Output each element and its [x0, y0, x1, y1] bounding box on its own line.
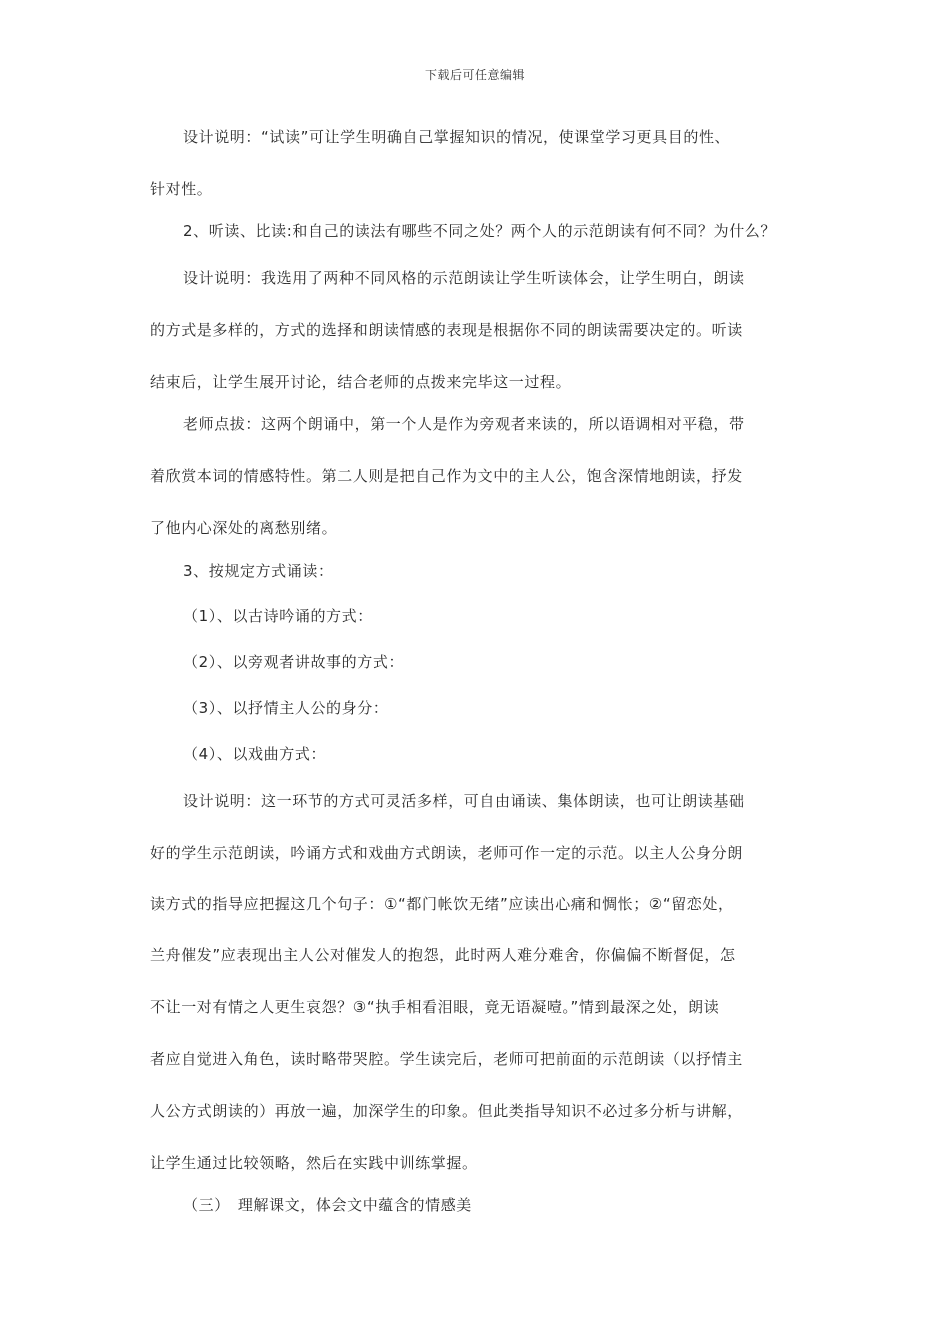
- text-line: 的方式是多样的，方式的选择和朗读情感的表现是根据你不同的朗读需要决定的。听读: [150, 321, 743, 339]
- list-item: （2）、以旁观者讲故事的方式：: [183, 653, 405, 671]
- text-line: 设计说明：“试读”可让学生明确自己掌握知识的情况，使课堂学习更具目的性、: [183, 128, 731, 146]
- list-item: （4）、以戏曲方式：: [183, 745, 327, 763]
- text-line: 了他内心深处的离愁别绪。: [150, 519, 338, 537]
- text-line: 让学生通过比较领略，然后在实践中训练掌握。: [150, 1154, 478, 1172]
- text-line: 兰舟催发”应表现出主人公对催发人的抱怨，此时两人难分难舍，你偏偏不断督促，怎: [150, 946, 736, 964]
- text-line: 读方式的指导应把握这几个句子：①“都门帐饮无绪”应读出心痛和惆怅；②“留恋处，: [150, 895, 734, 913]
- text-line: 设计说明：这一环节的方式可灵活多样，可自由诵读、集体朗读，也可让朗读基础: [183, 792, 745, 810]
- text-line: 设计说明：我选用了两种不同风格的示范朗读让学生听读体会，让学生明白，朗读: [183, 269, 745, 287]
- text-line: 针对性。: [150, 180, 213, 198]
- page-header: 下载后可任意编辑: [424, 68, 525, 82]
- text-line: 者应自觉进入角色，读时略带哭腔。学生读完后，老师可把前面的示范朗读（以抒情主: [150, 1050, 743, 1068]
- section-heading: （三） 理解课文，体会文中蕴含的情感美: [183, 1196, 472, 1214]
- text-line: 结束后，让学生展开讨论，结合老师的点拨来完毕这一过程。: [150, 373, 572, 391]
- text-line: 不让一对有情之人更生哀怨？③“执手相看泪眼，竟无语凝噎。”情到最深之处，朗读: [150, 998, 720, 1016]
- text-line: 老师点拔：这两个朗诵中，第一个人是作为旁观者来读的，所以语调相对平稳，带: [183, 415, 745, 433]
- text-line: 着欣赏本词的情感特性。第二人则是把自己作为文中的主人公，饱含深情地朗读，抒发: [150, 467, 743, 485]
- text-line: 好的学生示范朗读，吟诵方式和戏曲方式朗读，老师可作一定的示范。以主人公身分朗: [150, 844, 743, 862]
- text-line: 人公方式朗读的）再放一遍，加深学生的印象。但此类指导知识不必过多分析与讲解，: [150, 1102, 743, 1120]
- text-line: 2、听读、比读:和自己的读法有哪些不同之处？两个人的示范朗读有何不同？为什么？: [183, 222, 777, 240]
- list-item: （3）、以抒情主人公的身分：: [183, 699, 389, 717]
- list-item: （1）、以古诗吟诵的方式：: [183, 607, 373, 625]
- list-heading: 3、按规定方式诵读：: [183, 562, 334, 580]
